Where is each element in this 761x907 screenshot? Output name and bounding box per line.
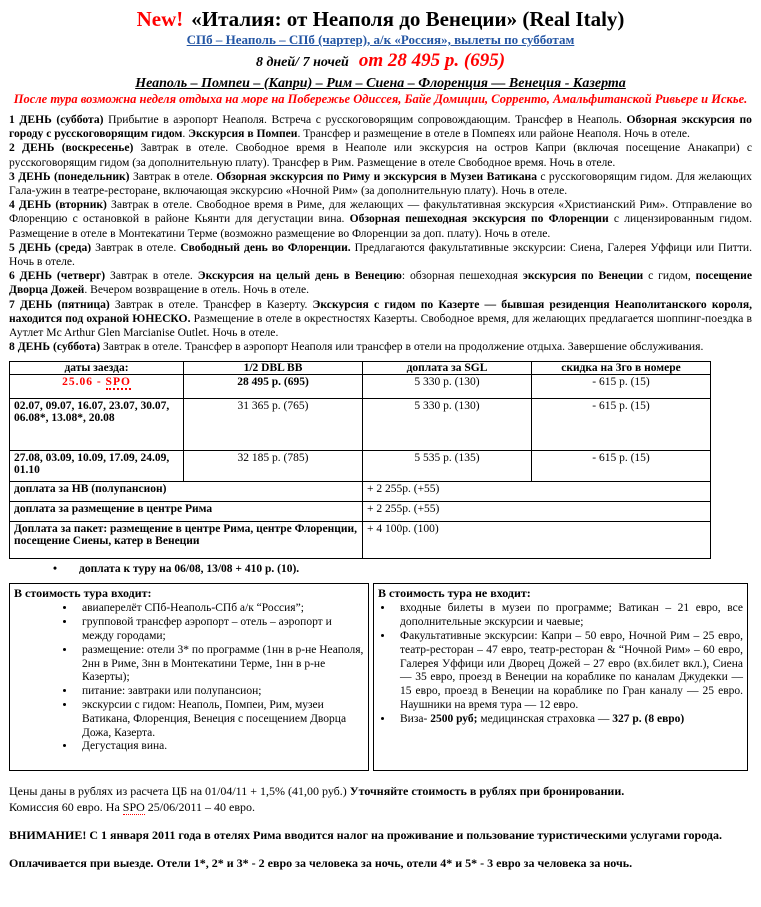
list-item: • питание: завтраки или полупансион; [76,685,364,699]
sgl-cell: 5 330 р. (130) [363,375,532,399]
price-cell: 31 365 р. (765) [184,399,363,451]
document-footer [9,783,752,871]
sgl-cell: 5 535 р. (135) [363,451,532,482]
includes-title: В стоимость тура входит: [14,586,152,601]
text-segment: Завтрак в отеле. Трансфер в Казерту. [114,297,313,311]
itinerary-day [9,298,752,341]
discount-cell: - 615 р. (15) [532,375,711,399]
dates-cell: 02.07, 09.07, 16.07, 23.07, 30.07, 06.08*, 13.08*, 20.08 [10,399,184,451]
flight-subtitle: СПб – Неаполь – СПб (чартер), а/к «Россия», вылеты по субботам [186,32,575,47]
commission-line [9,799,752,815]
text-segment: Завтрак в отеле. Трансфер в аэропорт Неаполя или трансфер в отели на продолжение отдыха. Завершение обслуживания. [102,340,704,354]
supplement-row [10,482,711,502]
text-segment: 3 ДЕНЬ (понедельник) [9,169,133,183]
list-item: • размещение: отели 3* по программе (1нн в р-не Неаполя, 2нн в Риме, 3нн в Монтекатини Терме, 1нн в р-не Казерты); [76,644,364,685]
inclusion-boxes [9,583,752,771]
supplement-label: доплата за размещение в центре Рима [10,502,363,522]
text-segment: Виза- [400,712,431,725]
pricing-basis-line [9,783,752,799]
text-segment: медицинская страховка — [477,712,613,725]
text-segment: 327 р. (8 евро) [612,712,685,725]
text-segment: Обзорная пешеходная экскурсия по Флоренции [349,212,614,226]
text-segment: Экскурсия в Помпеи [188,127,298,141]
text-segment: 7 ДЕНЬ (пятница) [9,297,115,311]
city-tax-line: Оплачивается при выезде. Отели 1*, 2* и 3* - 2 евро за человека за ночь, отели 4* и 5* - 3 евро за человека за ночь. [9,856,633,871]
price-cell: 28 495 р. (695) [184,375,363,399]
table-row [10,375,711,399]
pricing-basis-bold: Уточняйте стоимость в рублях при бронировании. [349,784,625,799]
price-line [9,49,752,75]
text-segment: входные билеты в музеи по программе; Ватикан – 21 евро, все дополнительные экскурсии и чаевые; [400,602,743,629]
text-segment: Завтрак в отеле. Свободное время в Неаполе или экскурсия на остров Капри (включая посещение Анакапри) с русскоговорящим гидом (за дополнительную плату). Трансфер в Рим. Размещение в отеле Свободное время. Ночь в отеле. [9,141,752,169]
text-segment: Завтрак в отеле. Свободное время в Риме, для желающих — факультативная экскурсия «Христианский Рим». Отправление во Флоренцию с остановкой в районе Кьянти для дегустации вина. [9,198,753,226]
duration-text: 8 дней/ 7 ночей [255,55,349,70]
text-segment: 8 ДЕНЬ (суббота) [9,340,103,354]
bullet-icon: • [53,563,58,576]
new-badge: New! [136,7,184,31]
supplement-value: + 2 255р. (+55) [363,482,711,502]
text-segment: 4 ДЕНЬ (вторник) [9,198,112,212]
page-title [9,6,752,32]
text-segment: . Трансфер и размещение в отеле в Помпеях или районе Неаполя. Ночь в отеле. [297,127,690,141]
text-segment: 2 ДЕНЬ (воскресенье) [9,141,141,155]
text-segment: Размещение в отеле в окрестностях Казерты. Свободное время, для желающих предлагается шоппинг-поездка в Аутлет Mc Arthur Glen Marcianise Outlet. Ночь в отеле. [9,311,752,340]
text-segment: экскурсия по Венеции [522,269,649,283]
text-segment: 6 ДЕНЬ (четверг) [9,269,111,283]
text-segment: Обзорная экскурсия по Риму и экскурсия в Музеи Ватикана [216,169,541,183]
sgl-cell: 5 330 р. (130) [363,399,532,451]
spo-marked-word: SPO [105,376,131,389]
list-item: • экскурсии с гидом: Неаполь, Помпеи, Рим, музеи Ватикана, Флоренция, Венеция с посещением Дворца Дожа, Казерта. [76,699,364,740]
includes-box [9,583,369,771]
table-row [10,399,711,451]
includes-list [14,602,364,754]
itinerary-day [9,241,752,269]
supplement-label: Доплата за пакет: размещение в центре Рима, центре Флоренции, посещение Сиены, катер в Венеции [10,522,363,559]
price-table-header-row [10,362,711,375]
supplement-label: доплата за НВ (полупансион) [10,482,363,502]
text-segment: 1 ДЕНЬ (суббота) [9,113,109,126]
dates-cell [10,375,184,399]
price-headline: от 28 495 р. (695) [358,50,506,71]
text-segment: : обзорная пешеходная [401,269,523,283]
column-header: даты заезда: [10,362,184,375]
itinerary-day [9,170,752,198]
column-header: 1/2 DBL BB [184,362,363,375]
dates-text: 25.06 - [62,376,106,389]
column-header: скидка на 3го в номере [532,362,711,375]
supplement-value: + 2 255р. (+55) [363,502,711,522]
text-segment: 5 ДЕНЬ (среда) [9,240,96,254]
price-table-body [10,375,711,559]
text-segment: Экскурсия на целый день в Венецию [197,269,402,283]
route-line: Неаполь – Помпеи – (Капри) – Рим – Сиена – Флоренция — Венеция - Казерта [135,76,626,91]
text-segment: Экскурсия с гидом по Казерте — бывшая резиденция Неаполитанского короля, находится под охраной ЮНЕСКО. [9,297,752,325]
itinerary [9,113,752,354]
commission-prefix: Комиссия 60 евро. На [9,800,123,815]
text-segment: Обзорная экскурсия по городу с русскоговорящим гидом [9,113,752,141]
supplement-row [10,522,711,559]
price-cell: 32 185 р. (785) [184,451,363,482]
supplement-row [10,502,711,522]
surcharge-note [53,563,752,575]
text-segment: Завтрак в отеле. [110,269,198,283]
discount-cell: - 615 р. (15) [532,399,711,451]
text-segment: с русскоговорящим гидом. Для желающих Гала-ужин в театре-ресторане, включающая экскурсию «Ночной Рим» (за дополнительную плату). Ночь в отеле. [9,169,752,198]
discount-cell: - 615 р. (15) [532,451,711,482]
table-row [10,451,711,482]
itinerary-day [9,113,752,141]
excludes-box [373,583,748,771]
excludes-list [378,602,743,726]
text-segment: . [182,127,189,141]
itinerary-day [9,269,752,297]
text-segment: с гидом, [648,269,696,283]
excludes-title: В стоимость тура не входит: [378,586,531,601]
text-segment: Предлагаются факультативные экскурсии: Сиена, Галерея Уффици или Питти. Ночь в отеле. [9,240,752,269]
title-text: «Италия: от Неаполя до Венеции» (Real Italy) [191,7,625,31]
text-segment: с лицензированным гидом. Размещение в отеле в Монтекатини Терме (возможно размещение во Флоренции за доп. плату). Ночь в отеле. [9,212,752,240]
text-segment: Завтрак в отеле. [95,240,181,254]
list-item: • групповой трансфер аэропорт – отель – аэропорт и между городами; [76,616,364,644]
itinerary-day [9,141,752,169]
text-segment: Свободный день во Флоренции. [180,240,355,254]
text-segment: 2500 руб; [430,712,478,725]
text-segment: посещение Дворца Дожей [9,269,752,297]
spo-marked-word: SPO [122,800,145,815]
text-segment: Факультативные экскурсии: Капри – 50 евро, Ночной Рим – 25 евро, театр-ресторан – 47 евро, театр-ресторан & “Ночной Рим» – 60 евро, Галерея Уффици или Дворец Дожей – 27 евро (вх.билет вкл.), Сиена — 35 евро, проезд в Венеции на кораблике по каналам Джудекки — 15 евро, проезд в Венеции на кораблике по Гран каналу — 25 евро. Наушники на время тура — 12 евро. [400,630,743,712]
surcharge-note-text: доплата к туру на 06/08, 13/08 + 410 р. (10). [79,563,300,576]
text-segment: Завтрак в отеле. [132,169,217,183]
list-item [394,602,743,630]
column-header: доплата за SGL [363,362,532,375]
dates-cell: 27.08, 03.09, 10.09, 17.09, 24.09, 01.10 [10,451,184,482]
itinerary-day [9,198,752,241]
sea-rest-note: После тура возможна неделя отдыха на море на Побережье Одиссея, Байе Домиции, Сорренто, Амальфитанской Ривьере и Искье. [13,92,748,106]
list-item [394,630,743,713]
commission-suffix: 25/06/2011 – 40 евро. [144,800,256,815]
supplement-value: + 4 100р. (100) [363,522,711,559]
document-header [9,6,752,107]
text-segment: Прибытие в аэропорт Неаполя. Встреча с русскоговорящим сопровождающим. Трансфер в Неаполь. [108,113,627,126]
price-table [9,361,711,559]
list-item [394,713,743,727]
text-segment: . Вечером возвращение в отель. Ночь в отеле. [84,283,310,297]
list-item: • авиаперелёт СПб-Неаполь-СПб а/к “Россия”; [76,602,364,616]
list-item: • Дегустация вина. [76,740,364,754]
itinerary-day [9,340,752,354]
attention-line: ВНИМАНИЕ! С 1 января 2011 года в отелях Рима вводится налог на проживание и пользование туристическими услугами города. [9,828,722,843]
pricing-basis-regular: Цены даны в рублях из расчета ЦБ на 01/04/11 + 1,5% (41,00 руб.) [9,784,350,799]
